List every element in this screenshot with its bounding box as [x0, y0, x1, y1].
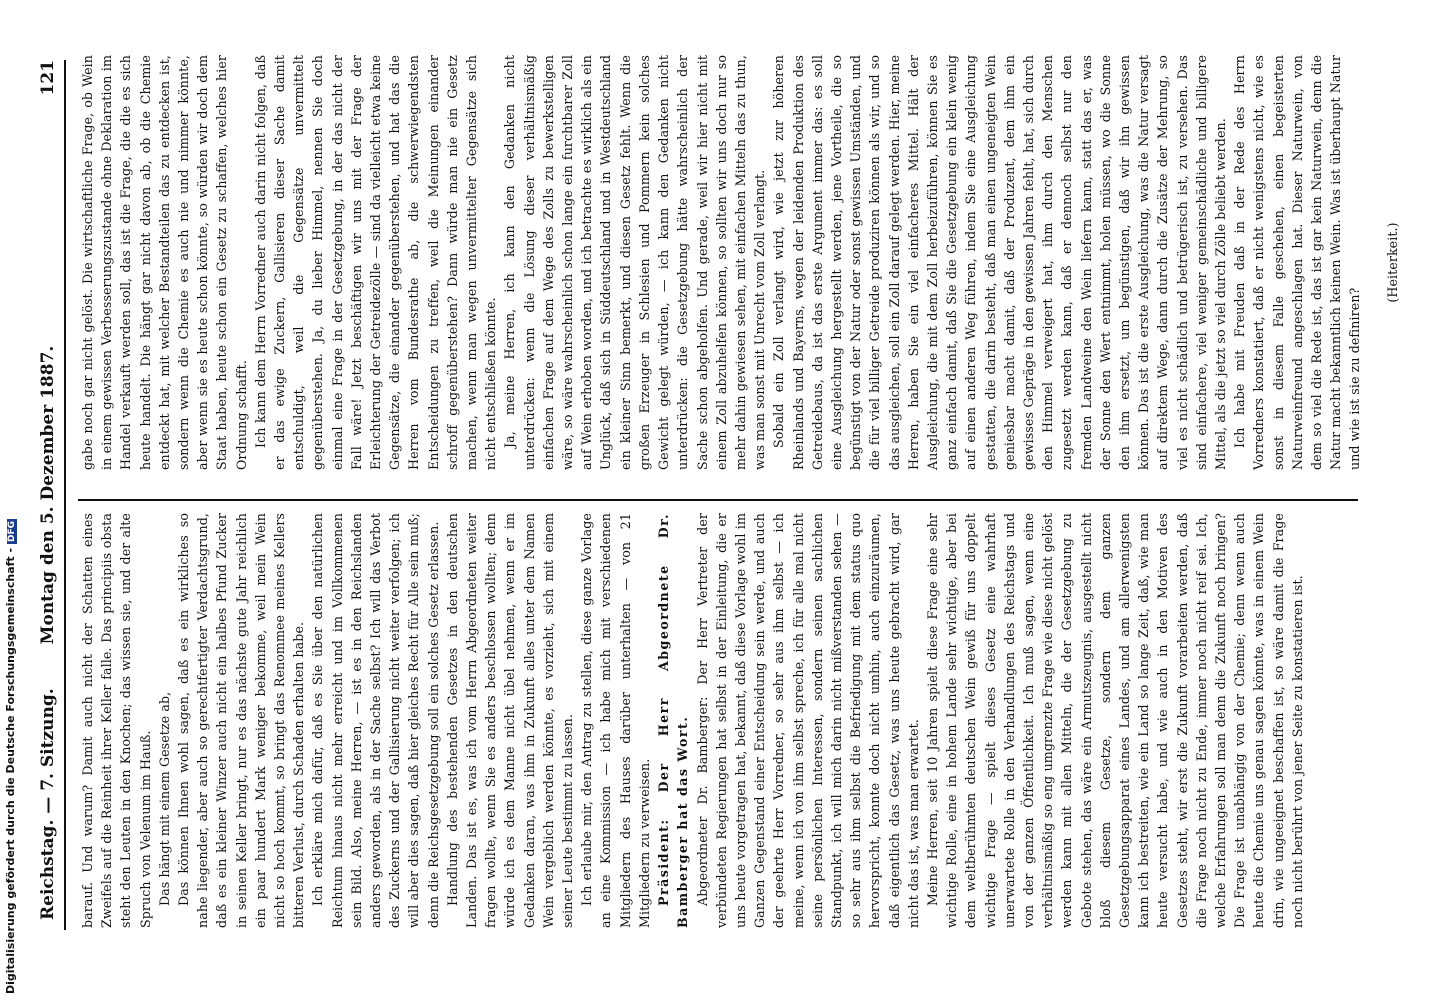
dfg-logo: DFG — [7, 520, 17, 542]
page-header — [38, 60, 64, 930]
paragraph: Ja, meine Herren, ich kann den Gedanken nicht unterdrücken: wenn die Lösung dieser verhältnismäßig einfachen Frage auf dem Wege des Zolls zu bewerkstelligen wäre, so wäre wahrscheinlich schon lange ein furchtbarer Zoll auf Wein erhoben worden, und ich betrachte es wirklich als ein Unglück, daß sich in Süddeutschland und in Westdeutschland ein kleiner Sinn bemerkt, und diesen Gesetz fehlt. Wenn die großen Erzeuger in Schlesien und Pommern kein solches Gewicht gelegt würden, — ich kann den Gedanken nicht unterdrücken: die Gesetzgebung hätte wahrscheinlich der Sache schon abgeholfen. Und gerade, weil wir hier nicht mit einem Zoll abzuhelfen können, so sollten wir uns doch nur so mehr dahin gewiesen sehen, mit einfachen Mitteln das zu thun, was man sonst mit Unrecht vom Zoll verlangt. — [502, 55, 768, 470]
interjection: (Heiterkeit.) — [1384, 222, 1400, 303]
credit-text: Digitalisierung gefördert durch die Deutsche Forschungsgemeinschaft - — [4, 547, 17, 994]
column-divider — [78, 499, 1358, 501]
header-rule — [64, 60, 66, 930]
paragraph: Ich erkläre mich dafür, daß es Sie über den natürlichen Reichtum hinaus nicht mehr erreicht und im Vollkommenen sein Bild. Also, meine Herren, — ist es in den Reichslanden anders geworden, als in der Sache selbst? Ich will das Verbot des Zuckerns und der Gallisierung nicht weiter verfolgen; ich will aber dies sagen, daß hier gleiches Recht für Alle sein muß; denn die Reichsgesetzgebung soll ein solches Gesetz erlassen. — [310, 513, 441, 928]
header-session: Reichstag. — 7. Sitzung. — [38, 688, 58, 920]
paragraph: Das hängt mit einem Gesetze ab, — [156, 691, 172, 906]
paragraph: Sobald ein Zoll verlangt wird, wie jetzt zur höheren Rheinlands und Bayerns, wegen der leidenden Produktion des Getreidebaus, da ist das erste Argument immer das: es soll eine Ausgleichung hergestellt werden, jene Vortheile, die so begünstigt von der Natur oder sonst gewissen Umständen, und die für viel billiger Getreide produziren können als wir, und so das ausgleichen, soll ein Zoll darauf gelegt werden. Hier, meine Herren, haben Sie ein viel einfacheres Mittel. Hält der Ausgleichung, die mit dem Zoll herbeizuführen, können Sie es ganz einfach damit, daß Sie die Gesetzgebung ein klein wenig auf einen anderen Weg führen, indem Sie eine Ausgleichung gestatten, die darin besteht, daß man einen ungeneigten Wein geniesbar macht damit, daß der Produzent, dem ihm ein gewisses Gepräge in den gewissen Jahren fehlt, hat, sich durch den Himmel verweigert hat, ihm durch den Menschen zugesetzt werden kann, daß er dennoch selbst nur den fremden Landweine den Wein liefern kann, statt das er, was der Sonne den Wert entnimmt, holen müssen, wo die Sonne den ihm ersetzt, um begünstigen, daß wir ihn gewissen können. Das ist die erste Ausgleichung, was die Natur versagt auf direktem Wege, dann durch die Zusätze der Mehrung, so viel es nicht schädlich und betrügerisch ist, zu versehen. Das sind einfachere, viel weniger gemeinschädliche und billigere Mittel, als die jetzt so viel durch Zölle beliebt werden. — [771, 55, 1228, 470]
paragraph: Handlung des bestehenden Gesetzes in den deutschen Landen. Das ist es, was ich vom Herrn Abgeordneten weiter fragen wollte, wenn Sie es anders beschlossen wollten; denn würde ich es dem Manne nicht übel nehmen, wenn er im Gedanken daran, was ihm in Zukunft alles unter dem Namen Wein vergeblich werden könnte, es vorzieht, sich mit einem seiner Leute bestimmt zu lassen. — [444, 513, 576, 928]
paragraph: barauf. Und warum? Damit auch nicht der Schatten eines Zweifels auf die Reinheit ihrer Keller falle. Das principiis obsta steht den Leuten in den Knochen; das wissen sie, und der alte Spruch von Velenum im Hauß. — [80, 513, 153, 928]
paragraph: Ich kann dem Herrn Vorredner auch darin nicht folgen, daß er das ewige Zuckern, Gallisieren dieser Sache damit entschuldigt, weil die Gegensätze unvermittelt gegenüberstehen. Ja, du lieber Himmel, nennen Sie doch einmal eine Frage in der Gesetzgebung, in der das nicht der Fall wäre! Jetzt beschäftigen wir uns mit der Frage der Erleichterung der Getreidezölle — sind da vielleicht etwa keine Gegensätze, die einander gegenüberstehen, und hat das die Herren vom Bundesrathe ab, die schwerwiegendsten Entscheidungen zu treffen, weil die Meinungen einander schroff gegenüberstehen? Dann würde man nie ein Gesetz machen, wenn man wegen unvermittelter Gegensätze sich nicht entschließen könnte. — [252, 55, 499, 470]
paragraph: Meine Herren, seit 10 Jahren spielt diese Frage eine sehr wichtige Rolle, eine in hohem Lande sehr wichtige, aber bei dem weltberühmten deutschen Wein gewiß für uns doppelt wichtige Frage — spielt dieses Gesetz eine wahrhaft unerwartete Rolle in den Verhandlungen des Reichstags und von der ganzen Öffentlichkeit. Ich muß sagen, wenn eine verhältnismäßig so eng umgrenzte Frage wie diese nicht gelöst werden kann mit allen Mitteln, die der Gesetzgebung zu Gebote stehen, das wäre ein Armutszeugnis, ausgestellt nicht bloß diesem Gesetze, sondern dem ganzen Gesetzgebungsapparat eines Landes, und am allerwenigsten kann ich bestreiten, wie ein Land so lange Zeit, daß, wie man heute versucht habe, und wie auch in den Motiven des Gesetzes steht, wir erst die Zukunft vorarbeiten werden, daß die Frage noch nicht zu Ende, immer noch nicht reif sei. Ich, welche Erfahrungen soll man denn die Zukunft noch bringen? Die Frage ist unabhängig von der Chemie; denn wenn auch heute die Chemie uns genau sagen könnte, was in einem Wein drin, wie ungeeignet beschaffen ist, so wäre damit die Frage noch nicht berührt von jener Seite zu konstatieren ist. — [924, 513, 1305, 928]
paragraph: Das können Ihnen wohl sagen, daß es ein wirkliches so nahe liegender, aber auch so gerechtfertigter Verdachtsgrund, daß es ein kleiner Winzer auch nicht ein halbes Pfund Zucker in seinen Keller bringt, nur es das nächste gute Jahr reichlich ein paar hundert Mark weniger bekomme, weil mein Wein nicht so hoch kommt, so bringt das Renommee meines Kellers bitteren Verlust, durch Schaden erhalten habe. — [176, 513, 307, 928]
speaker-paragraph: Präsident: Der Herr Abgeordnete Dr. Bamberger hat das Wort. — [656, 513, 691, 928]
digitization-credit — [0, 520, 22, 1000]
paragraph: Ich erlaube mir, den Antrag zu stellen, diese ganze Vorlage an eine Kommission — ich habe mich mit verschiedenen Mitgliedern des Hauses darüber unterhalten — von 21 Mitgliedern zu verweisen. — [579, 513, 652, 928]
left-column — [78, 513, 1318, 928]
page-number: 121 — [38, 60, 58, 96]
paragraph: Ich habe mit Freuden daß in der Rede des Herrn Vorredners konstatiert, daß er nicht wenigstens nicht, wie es sonst in diesem Falle geschehen, einen begeisterten Naturweinfreund angeschlagen hat. Dieser Naturwein, von dem so viel die Rede ist, das ist gar kein Naturwein, denn die Natur macht bekanntlich keinen Wein. Was ist überhaupt Natur und wie ist sie zu definiren? — [1232, 55, 1363, 470]
header-date: Montag den 5. Dezember 1887. — [38, 345, 58, 645]
right-column — [78, 55, 1400, 470]
paragraph: gabe noch gar nicht gelöst. Die wirtschaftliche Frage, ob Wein in einem gewissen Verbesserungszustande ohne Deklaration im Handel verkauft werden soll, das ist die Frage, die die es sich heute handelt. Die hängt gar nicht davon ab, ob die Chemie entdeckt hat, mit welcher Bestandteilen das zu entdecken ist, sondern wenn die Chemie es auch nie und nimmer könnte, aber wenn sie es heute schon könnte, so würden wir doch dem Staat haben, heute schon ein Gesetz zu schaffen, welches hier Ordnung schafft. — [80, 55, 249, 470]
paragraph: Abgeordneter Dr. Bamberger: Der Herr Vertreter der verbündeten Regierungen hat selbst in der Einleitung, die er uns heute vorgetragen hat, bekannt, daß diese Vorlage wohl im Ganzen Gegenstand einer Entscheidung sein werde, und auch der geehrte Herr Vorredner, so sehr aus ihm selbst — ich meine, wenn ich von ihm selbst spreche, ich für alle mal nicht seine persönlichen Interessen, sondern seinen sachlichen Standpunkt, ich will mich darin nicht mißverstanden sehen — so sehr aus ihm selbst die Befriedigung mit dem status quo hervorspricht, konnte doch nicht umhin, auch einzuräumen, daß eigentlich das Gesetz, was uns heute gebracht wird, gar nicht das ist, was man erwartet. — [694, 513, 921, 928]
